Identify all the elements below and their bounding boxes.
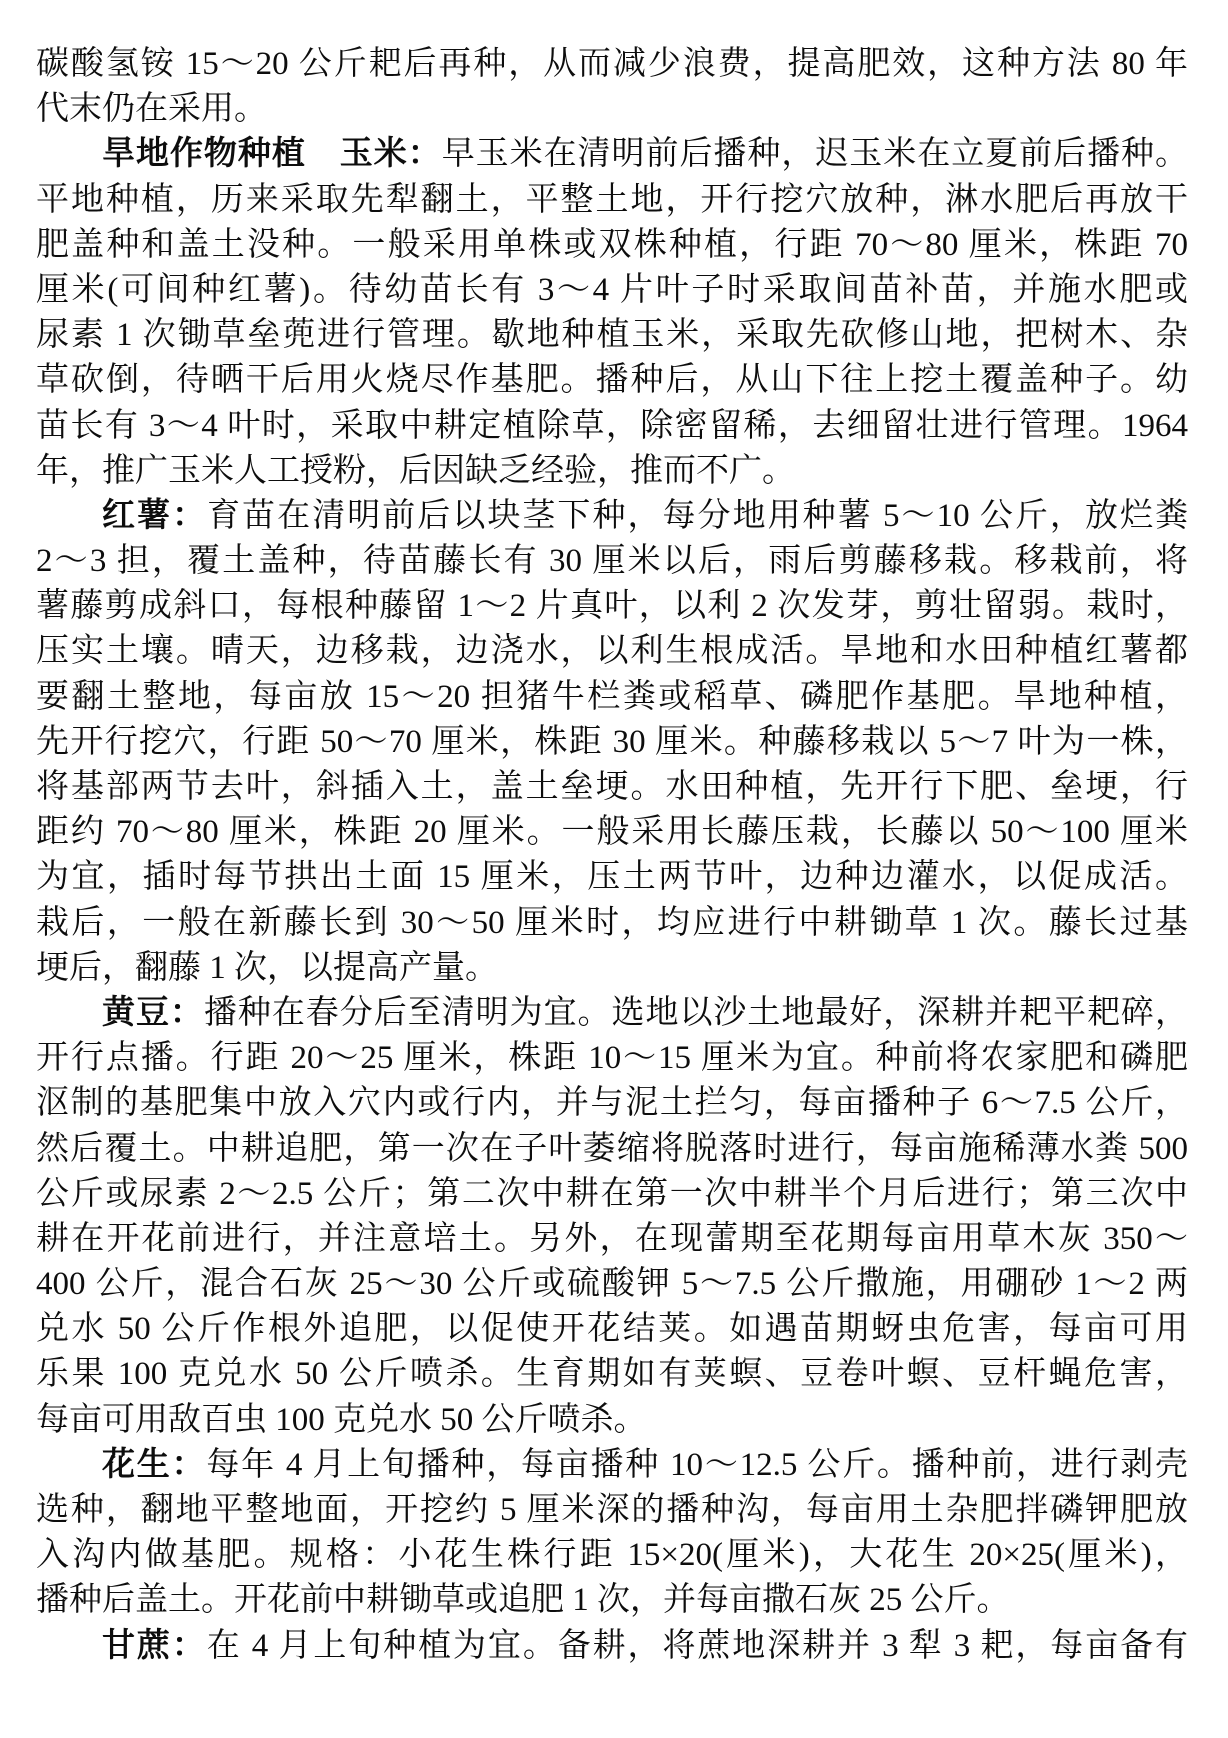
body-text: 尿素 1 次锄草垒蔸进行管理。歇地种植玉米，采取先砍修山地，把树木、杂 [36,317,1188,354]
text-line-28 [36,1262,1188,1307]
text-line-3 [36,132,1188,177]
text-line-17 [36,765,1188,810]
text-line-25 [36,1127,1188,1172]
text-line-16 [36,720,1188,765]
body-text: 薯藤剪成斜口，每根种藤留 1～2 片真叶，以利 2 次发芽，剪壮留弱。栽时， [36,588,1188,625]
text-line-1 [36,42,1188,87]
heading-text: 红薯： [102,497,208,534]
text-line-15 [36,675,1188,720]
body-text: 早玉米在清明前后播种，迟玉米在立夏前后播种。 [441,136,1188,173]
body-text: 耕在开花前进行，并注意培土。另外，在现蕾期至花期每亩用草木灰 350～ [36,1220,1188,1257]
body-text: 育苗在清明前后以块茎下种，每分地用种薯 5～10 公斤，放烂粪 [207,497,1188,534]
body-text: 每年 4 月上旬播种，每亩播种 10～12.5 公斤。播种前，进行剥壳 [206,1446,1188,1483]
text-line-12 [36,539,1188,584]
text-line-36 [36,1624,1188,1669]
body-text: 播种后盖土。开花前中耕锄草或追肥 1 次，并每亩撒石灰 25 公斤。 [36,1582,1010,1619]
text-line-21 [36,946,1188,991]
text-line-13 [36,584,1188,629]
text-line-35 [36,1578,1188,1623]
heading-text: 旱地作物种植 [102,136,306,173]
body-text: 选种，翻地平整地面，开挖约 5 厘米深的播种沟，每亩用土杂肥拌磷钾肥放 [36,1492,1188,1528]
body-text: 要翻土整地，每亩放 15～20 担猪牛栏粪或稻草、磷肥作基肥。旱地种植， [36,678,1188,715]
body-text: 为宜，插时每节拱出土面 15 厘米，压土两节叶，边种边灌水，以促成活。 [36,859,1188,896]
body-text: 每亩可用敌百虫 100 克兑水 50 公斤喷杀。 [36,1401,647,1438]
body-text: 将基部两节去叶，斜插入土，盖土垒埂。水田种植，先开行下肥、垒埂，行 [36,769,1188,805]
body-text: 压实土壤。晴天，边移栽，边浇水，以利生根成活。旱地和水田种植红薯都 [36,633,1188,670]
body-text: 栽后，一般在新藤长到 30～50 厘米时，均应进行中耕锄草 1 次。藤长过基 [36,904,1188,941]
text-block [36,42,1188,1669]
text-line-5 [36,223,1188,268]
text-line-11 [36,494,1188,539]
body-text: 平地种植，历来采取先犁翻土，平整土地，开行挖穴放种，淋水肥后再放干 [36,181,1188,218]
text-line-34 [36,1533,1188,1578]
text-line-4 [36,178,1188,223]
body-text: 年，推广玉米人工授粉，后因缺乏经验，推而不广。 [36,452,795,489]
text-line-14 [36,629,1188,674]
body-text: 草砍倒，待晒干后用火烧尽作基肥。播种后，从山下往上挖土覆盖种子。幼 [36,362,1188,399]
text-line-29 [36,1307,1188,1352]
body-text: 播种在春分后至清明为宜。选地以沙土地最好，深耕并耙平耙碎， [203,994,1188,1031]
body-text: 代末仍在采用。 [36,91,267,128]
text-line-19 [36,855,1188,900]
body-text: 然后覆土。中耕追肥，第一次在子叶萎缩将脱落时进行，每亩施稀薄水粪 500 [36,1130,1188,1167]
text-line-22 [36,991,1188,1036]
text-line-9 [36,404,1188,449]
body-text: 厘米(可间种红薯)。待幼苗长有 3～4 片叶子时采取间苗补苗，并施水肥或 [36,271,1188,308]
body-text: 碳酸氢铵 15～20 公斤耙后再种，从而减少浪费，提高肥效，这种方法 80 年 [36,46,1188,82]
body-text: 乐果 100 克兑水 50 公斤喷杀。生育期如有荚螟、豆卷叶螟、豆杆蝇危害， [36,1356,1188,1393]
body-text: 苗长有 3～4 叶时，采取中耕定植除草，除密留稀，去细留壮进行管理。1964 [36,407,1188,444]
body-text: 埂后，翻藤 1 次，以提高产量。 [36,949,498,986]
text-line-20 [36,901,1188,946]
text-line-8 [36,358,1188,403]
body-text: 400 公斤，混合石灰 25～30 公斤或硫酸钾 5～7.5 公斤撒施，用硼砂 1～2 两 [36,1266,1188,1303]
text-line-10 [36,449,1188,494]
body-text: 沤制的基肥集中放入穴内或行内，并与泥土拦匀，每亩播种子 6～7.5 公斤， [36,1085,1188,1122]
body-text: 2～3 担，覆土盖种，待苗藤长有 30 厘米以后，雨后剪藤移栽。移栽前，将 [36,543,1188,580]
heading-text: 玉米： [339,136,442,173]
body-text: 公斤或尿素 2～2.5 公斤；第二次中耕在第一次中耕半个月后进行；第三次中 [36,1175,1188,1212]
text-line-33 [36,1488,1188,1533]
text-line-7 [36,313,1188,358]
heading-text: 甘蔗： [102,1627,207,1664]
text-line-31 [36,1398,1188,1443]
heading-text: 花生： [102,1446,207,1483]
body-text: 兑水 50 公斤作根外追肥，以促使开花结荚。如遇苗期蚜虫危害，每亩可用 [36,1311,1188,1348]
body-text: 在 4 月上旬种植为宜。备耕，将蔗地深耕并 3 犁 3 耙，每亩备有 [206,1627,1188,1664]
body-text: 距约 70～80 厘米，株距 20 厘米。一般采用长藤压栽，长藤以 50～100 厘米 [36,814,1188,851]
body-text: 先开行挖穴，行距 50～70 厘米，株距 30 厘米。种藤移栽以 5～7 叶为一株， [36,723,1188,760]
body-text: 开行点播。行距 20～25 厘米，株距 10～15 厘米为宜。种前将农家肥和磷肥 [36,1040,1188,1077]
text-line-18 [36,810,1188,855]
body-text: 入沟内做基肥。规格：小花生株行距 15×20(厘米)，大花生 20×25(厘米)， [36,1537,1188,1574]
text-line-6 [36,268,1188,313]
text-line-32 [36,1443,1188,1488]
heading-text: 黄豆： [102,994,204,1031]
body-text: 肥盖种和盖土没种。一般采用单株或双株种植，行距 70～80 厘米，株距 70 [36,226,1188,263]
text-line-26 [36,1172,1188,1217]
body-text [306,136,340,172]
text-line-27 [36,1217,1188,1262]
text-line-30 [36,1352,1188,1397]
text-line-24 [36,1081,1188,1126]
text-line-23 [36,1036,1188,1081]
text-line-2 [36,87,1188,132]
